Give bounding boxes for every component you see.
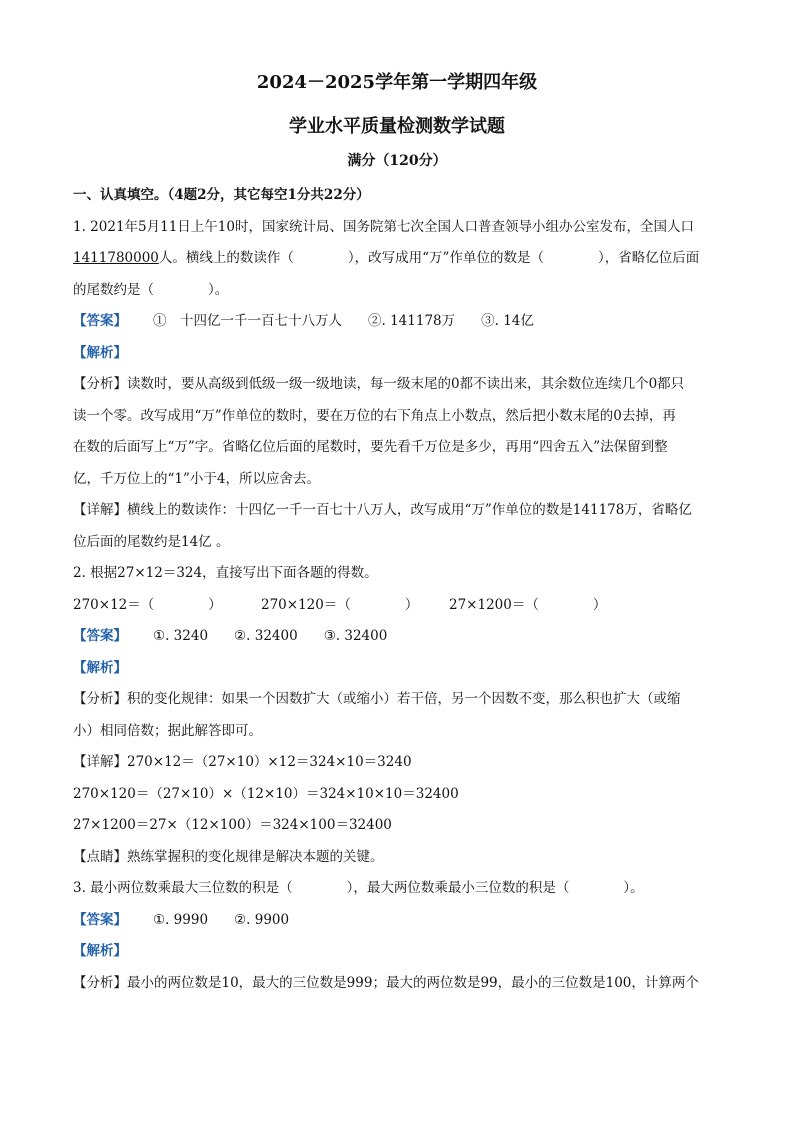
q2-answer-3: ③. 32400 — [323, 628, 388, 644]
xiangjie-tag: 【详解】 — [73, 754, 127, 770]
q2-items-row — [73, 590, 723, 622]
q3-fenxi-line1: 【分析】最小的两位数是10，最大的三位数是999；最大的两位数是99，最小的三位数是100，计算两个 — [73, 974, 699, 991]
q2-item-3: 27×1200＝（ ） — [449, 596, 607, 613]
q1-text-line2 — [73, 243, 723, 275]
xiangjie-tag: 【详解】 — [73, 502, 127, 518]
q1-text-line1: 1. 2021年5月11日上午10时，国家统计局、国务院第七次全国人口普查领导小组办公室发布，全国人口 — [73, 218, 694, 235]
jiexi-tag: 【解析】 — [73, 943, 127, 959]
q1-text-line2-rest: 人。横线上的数读作（ ），改写成用“万”作单位的数是（ ），省略亿位后面 — [158, 250, 700, 266]
q1-fenxi-line2: 读一个零。改写成用“万”作单位的数时，要在万位的右下角点上小数点，然后把小数末尾的0去掉，再 — [73, 407, 676, 424]
q1-xiangjie-line1: 【详解】横线上的数读作：十四亿一千一百七十八万人，改写成用“万”作单位的数是141178万，省略亿 — [73, 502, 692, 518]
q3-answer-row — [73, 905, 723, 937]
dianjing-tag: 【点睛】 — [73, 848, 127, 865]
q2-item-2: 270×120＝（ ） — [261, 596, 419, 613]
q1-answer-1: ① 十四亿一千一百七十八万人 — [153, 313, 342, 329]
jiexi-tag: 【解析】 — [73, 659, 127, 676]
q2-dianjing-line: 【点睛】熟练掌握积的变化规律是解决本题的关键。 — [73, 848, 384, 865]
q2-xiangjie-line3: 27×1200＝27×（12×100）＝324×100＝32400 — [73, 817, 392, 833]
fenxi-tag: 【分析】 — [73, 691, 127, 707]
q2-fenxi-line1: 【分析】积的变化规律：如果一个因数扩大（或缩小）若干倍，另一个因数不变，那么积也扩大（或缩 — [73, 691, 681, 707]
exam-title-line2: 学业水平质量检测数学试题 — [289, 116, 505, 137]
fenxi-tag: 【分析】 — [73, 974, 127, 991]
answer-tag: 【答案】 — [73, 911, 127, 928]
q1-fenxi-line1: 【分析】读数时，要从高级到低级一级一级地读，每一级末尾的0都不读出来，其余数位连续几个0都只 — [73, 376, 685, 392]
q1-answer-2: ②. 141178万 — [368, 313, 456, 329]
exam-total-score: 满分（120分） — [347, 153, 447, 169]
q2-jiexi-row — [73, 653, 723, 685]
q3-jiexi-row — [73, 936, 723, 968]
q1-fenxi-line3: 在数的后面写上“万”字。省略亿位后面的尾数时，要先看千万位是多少，再用“四舍五入”法保留到整 — [73, 439, 668, 455]
q1-answer-row — [73, 306, 723, 338]
q2-answer-row — [73, 621, 723, 653]
q2-fenxi-line2: 小）相同倍数；据此解答即可。 — [73, 722, 262, 739]
answer-tag: 【答案】 — [73, 628, 127, 644]
fenxi-tag: 【分析】 — [73, 376, 127, 392]
jiexi-tag: 【解析】 — [73, 344, 127, 361]
q2-xiangjie-line1: 【详解】270×12＝（27×10）×12＝324×10＝3240 — [73, 754, 412, 770]
q2-answer-1: ①. 3240 — [153, 628, 209, 644]
q2-text-line1: 2. 根据27×12＝324，直接写出下面各题的得数。 — [73, 565, 378, 581]
exam-content — [73, 180, 723, 999]
section-heading: 一、认真填空。（4题2分，其它每空1分共22分） — [73, 187, 370, 203]
q1-xiangjie-line2: 位后面的尾数约是14亿 。 — [73, 533, 230, 550]
answer-tag: 【答案】 — [73, 313, 127, 329]
q3-answer-1: ①. 9990 — [153, 911, 209, 928]
q2-answer-2: ②. 32400 — [234, 628, 298, 644]
q2-item-1: 270×12＝（ ） — [73, 596, 222, 613]
q1-jiexi-row — [73, 338, 723, 370]
q1-fenxi-line4: 亿，千万位上的“1”小于4，所以应舍去。 — [73, 470, 320, 487]
q1-underlined-number: 1411780000 — [73, 250, 159, 266]
q2-xiangjie-line2: 270×120＝（27×10）×（12×10）＝324×10×10＝32400 — [73, 785, 459, 802]
q3-text-line1: 3. 最小两位数乘最大三位数的积是（ ），最大两位数乘最小三位数的积是（ ）。 — [73, 880, 644, 896]
exam-title-line1: 2024－2025学年第一学期四年级 — [256, 72, 538, 93]
q3-answer-2: ②. 9900 — [234, 911, 290, 928]
q1-answer-3: ③. 14亿 — [481, 313, 534, 329]
q1-text-line3: 的尾数约是（ ）。 — [73, 281, 229, 298]
